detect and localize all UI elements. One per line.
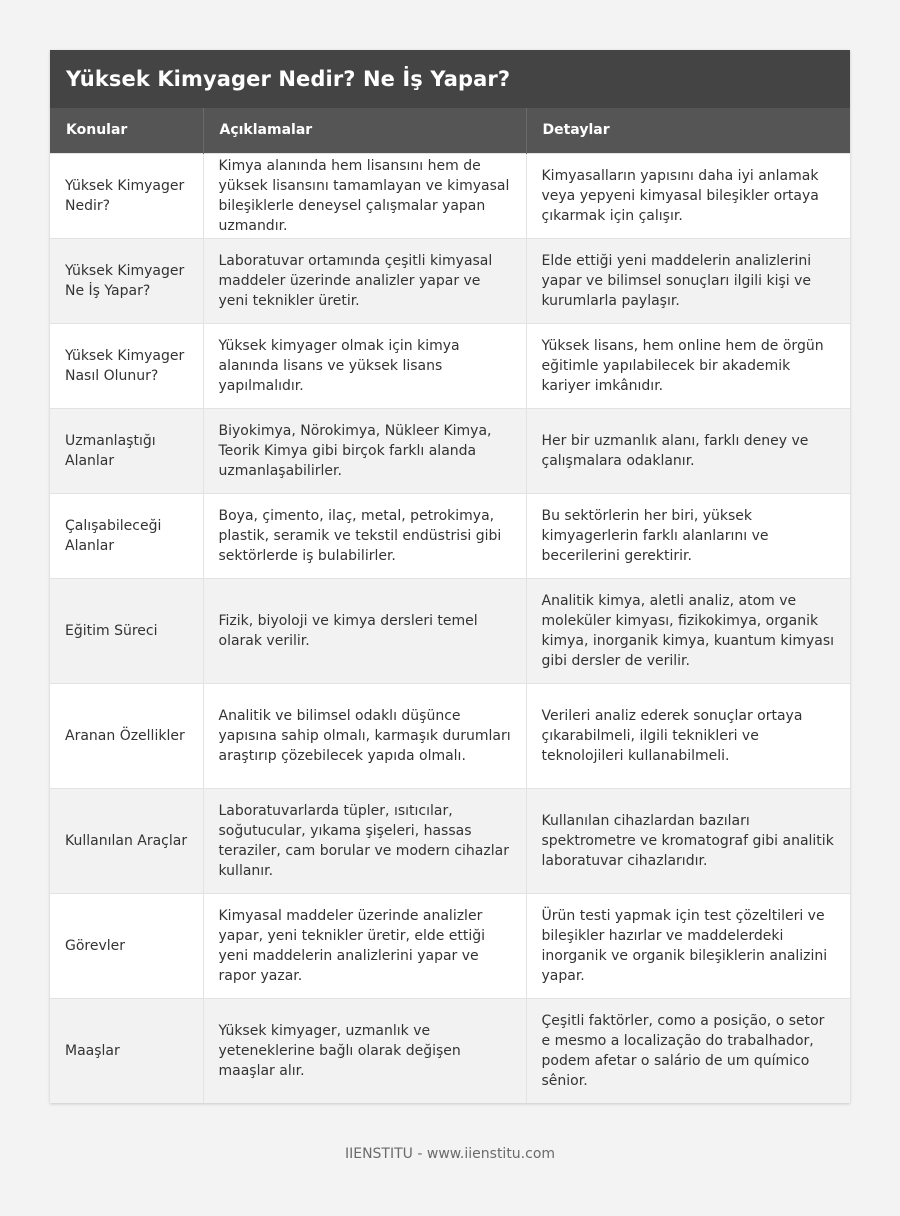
description-cell: Fizik, biyoloji ve kimya dersleri temel olarak verilir.: [203, 578, 526, 683]
title-bar: [50, 50, 850, 108]
table-row: [50, 323, 850, 408]
detail-cell: Ürün testi yapmak için test çözeltileri ve bileşikler hazırlar ve maddelerdeki inorganik ve organik bileşiklerin analizini yapar.: [526, 893, 850, 998]
column-header-descriptions: Açıklamalar: [203, 108, 526, 153]
table-row: [50, 578, 850, 683]
detail-cell: Çeşitli faktörler, como a posição, o setor e mesmo a localização do trabalhador, podem afetar o salário de um químico sênior.: [526, 998, 850, 1103]
table-row: [50, 893, 850, 998]
description-cell: Yüksek kimyager, uzmanlık ve yeteneklerine bağlı olarak değişen maaşlar alır.: [203, 998, 526, 1103]
description-cell: Kimyasal maddeler üzerinde analizler yapar, yeni teknikler üretir, elde ettiği yeni maddelerin analizlerini yapar ve rapor yazar.: [203, 893, 526, 998]
topic-cell: Maaşlar: [50, 998, 203, 1103]
description-cell: Yüksek kimyager olmak için kimya alanında lisans ve yüksek lisans yapılmalıdır.: [203, 323, 526, 408]
topic-cell: Eğitim Süreci: [50, 578, 203, 683]
info-table: [50, 108, 850, 1103]
detail-cell: Verileri analiz ederek sonuçlar ortaya çıkarabilmeli, ilgili teknikleri ve teknolojileri kullanabilmeli.: [526, 683, 850, 788]
topic-cell: Çalışabileceği Alanlar: [50, 493, 203, 578]
topic-cell: Yüksek Kimyager Ne İş Yapar?: [50, 238, 203, 323]
topic-cell: Aranan Özellikler: [50, 683, 203, 788]
column-header-topics: Konular: [50, 108, 203, 153]
description-cell: Laboratuvarlarda tüpler, ısıtıcılar, soğutucular, yıkama şişeleri, hassas teraziler, cam borular ve modern cihazlar kullanır.: [203, 788, 526, 893]
description-cell: Biyokimya, Nörokimya, Nükleer Kimya, Teorik Kimya gibi birçok farklı alanda uzmanlaşabilirler.: [203, 408, 526, 493]
description-cell: Kimya alanında hem lisansını hem de yüksek lisansını tamamlayan ve kimyasal bileşiklerle deneysel çalışmalar yapan uzmandır.: [203, 153, 526, 238]
detail-cell: Kimyasalların yapısını daha iyi anlamak veya yepyeni kimyasal bileşikler ortaya çıkarmak için çalışır.: [526, 153, 850, 238]
detail-cell: Her bir uzmanlık alanı, farklı deney ve çalışmalara odaklanır.: [526, 408, 850, 493]
description-cell: Analitik ve bilimsel odaklı düşünce yapısına sahip olmalı, karmaşık durumları araştırıp çözebilecek yapıda olmalı.: [203, 683, 526, 788]
table-row: [50, 788, 850, 893]
table-row: [50, 493, 850, 578]
topic-cell: Yüksek Kimyager Nedir?: [50, 153, 203, 238]
detail-cell: Elde ettiği yeni maddelerin analizlerini yapar ve bilimsel sonuçları ilgili kişi ve kurumlarla paylaşır.: [526, 238, 850, 323]
table-header-row: [50, 108, 850, 153]
description-cell: Boya, çimento, ilaç, metal, petrokimya, plastik, seramik ve tekstil endüstrisi gibi sektörlerde iş bulabilirler.: [203, 493, 526, 578]
detail-cell: Yüksek lisans, hem online hem de örgün eğitimle yapılabilecek bir akademik kariyer imkânıdır.: [526, 323, 850, 408]
table-row: [50, 683, 850, 788]
detail-cell: Bu sektörlerin her biri, yüksek kimyagerlerin farklı alanlarını ve becerilerini gerektirir.: [526, 493, 850, 578]
table-row: [50, 998, 850, 1103]
content-card: [50, 50, 850, 1103]
table-row: [50, 238, 850, 323]
topic-cell: Kullanılan Araçlar: [50, 788, 203, 893]
footer-credit: IIENSTITU - www.iienstitu.com: [344, 1146, 556, 1162]
table-row: [50, 408, 850, 493]
table-row: [50, 153, 850, 238]
column-header-details: Detaylar: [526, 108, 850, 153]
topic-cell: Görevler: [50, 893, 203, 998]
page-title: Yüksek Kimyager Nedir? Ne İş Yapar?: [66, 67, 511, 91]
topic-cell: Uzmanlaştığı Alanlar: [50, 408, 203, 493]
topic-cell: Yüksek Kimyager Nasıl Olunur?: [50, 323, 203, 408]
description-cell: Laboratuvar ortamında çeşitli kimyasal maddeler üzerinde analizler yapar ve yeni teknikler üretir.: [203, 238, 526, 323]
detail-cell: Analitik kimya, aletli analiz, atom ve moleküler kimyası, fizikokimya, organik kimya, inorganik kimya, kuantum kimyası gibi dersler de verilir.: [526, 578, 850, 683]
detail-cell: Kullanılan cihazlardan bazıları spektrometre ve kromatograf gibi analitik laboratuvar cihazlarıdır.: [526, 788, 850, 893]
